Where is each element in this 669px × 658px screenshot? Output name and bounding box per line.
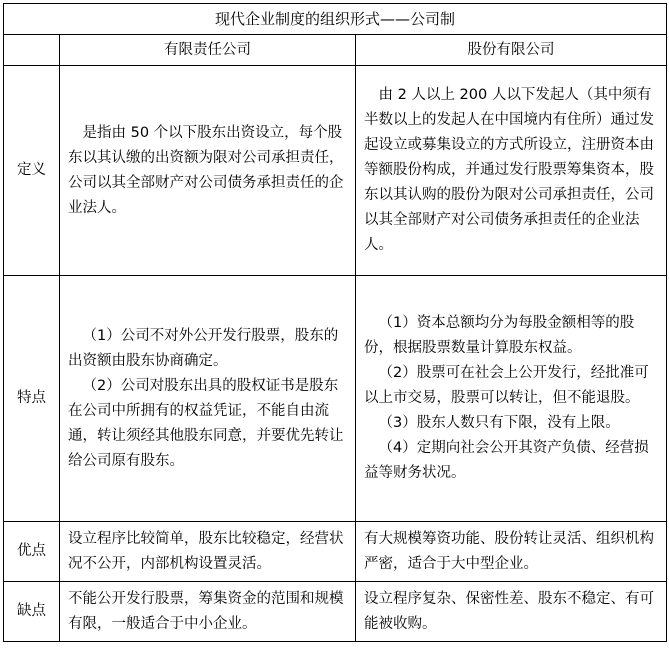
disadvantages-stock bbox=[356, 582, 667, 642]
advantages-limited bbox=[60, 522, 356, 582]
features-stock-item-3: （3）股东人数只有下限，没有上限。 bbox=[378, 415, 620, 431]
definition-stock bbox=[356, 66, 667, 276]
features-stock-item-1: （1）资本总额均分为每股金额相等的股份，根据股票数量计算股东权益。 bbox=[364, 315, 635, 356]
table-title: 现代企业制度的组织形式——公司制 bbox=[4, 4, 667, 35]
features-limited-item-2: （2）公司对股东出具的股权证书是股东在公司中所拥有的权益凭证，不能自由流通，转让须经其他股东同意，并要优先转让给公司原有股东。 bbox=[68, 377, 344, 469]
row-label-disadvantages: 缺点 bbox=[4, 582, 60, 642]
company-forms-table bbox=[3, 3, 667, 642]
title-row bbox=[4, 4, 667, 35]
disadvantages-stock-text: 设立程序复杂、保密性差、股东不稳定、有可能被收购。 bbox=[364, 590, 654, 632]
definition-limited-text: 是指由 50 个以下股东出资设立，每个股东以其认缴的出资额为限对公司承担责任，公司以其全部财产对公司债务承担责任的企业法人。 bbox=[68, 124, 344, 216]
features-stock-item-2: （2）股票可在社会上公开发行，经批准可以上市交易，股票可以转让，但不能退股。 bbox=[364, 365, 649, 406]
row-label-features: 特点 bbox=[4, 276, 60, 522]
row-label-definition: 定义 bbox=[4, 66, 60, 276]
features-limited-item-1: （1）公司不对外公开发行股票，股东的出资额由股东协商确定。 bbox=[68, 327, 339, 369]
row-advantages bbox=[4, 522, 667, 582]
row-features bbox=[4, 276, 667, 522]
header-limited-company: 有限责任公司 bbox=[60, 35, 356, 66]
advantages-stock-text: 有大规模筹资功能、股份转让灵活、组织机构严密，适合于大中型企业。 bbox=[364, 530, 654, 572]
header-stock-company: 股份有限公司 bbox=[356, 35, 667, 66]
definition-limited bbox=[60, 66, 356, 276]
header-corner bbox=[4, 35, 60, 66]
header-row bbox=[4, 35, 667, 66]
row-label-advantages: 优点 bbox=[4, 522, 60, 582]
disadvantages-limited-text: 不能公开发行股票，筹集资金的范围和规模有限，一般适合于中小企业。 bbox=[68, 590, 344, 632]
definition-stock-text: 由 2 人以上 200 人以下发起人（其中须有半数以上的发起人在中国境内有住所）通过发起设立或募集设立的方式所设立，注册资本由等额股份构成，并通过发行股票筹集资本，股东以其认购的股份为限对公司承担责任，公司以其全部财产对公司债务承担责任的企业法人。 bbox=[364, 87, 654, 253]
row-disadvantages bbox=[4, 582, 667, 642]
features-stock bbox=[356, 276, 667, 522]
row-definition bbox=[4, 66, 667, 276]
disadvantages-limited bbox=[60, 582, 356, 642]
features-stock-item-4: （4）定期向社会公开其资产负债、经营损益等财务状况。 bbox=[364, 440, 649, 481]
advantages-limited-text: 设立程序比较简单，股东比较稳定，经营状况不公开，内部机构设置灵活。 bbox=[68, 530, 344, 572]
advantages-stock bbox=[356, 522, 667, 582]
features-limited bbox=[60, 276, 356, 522]
